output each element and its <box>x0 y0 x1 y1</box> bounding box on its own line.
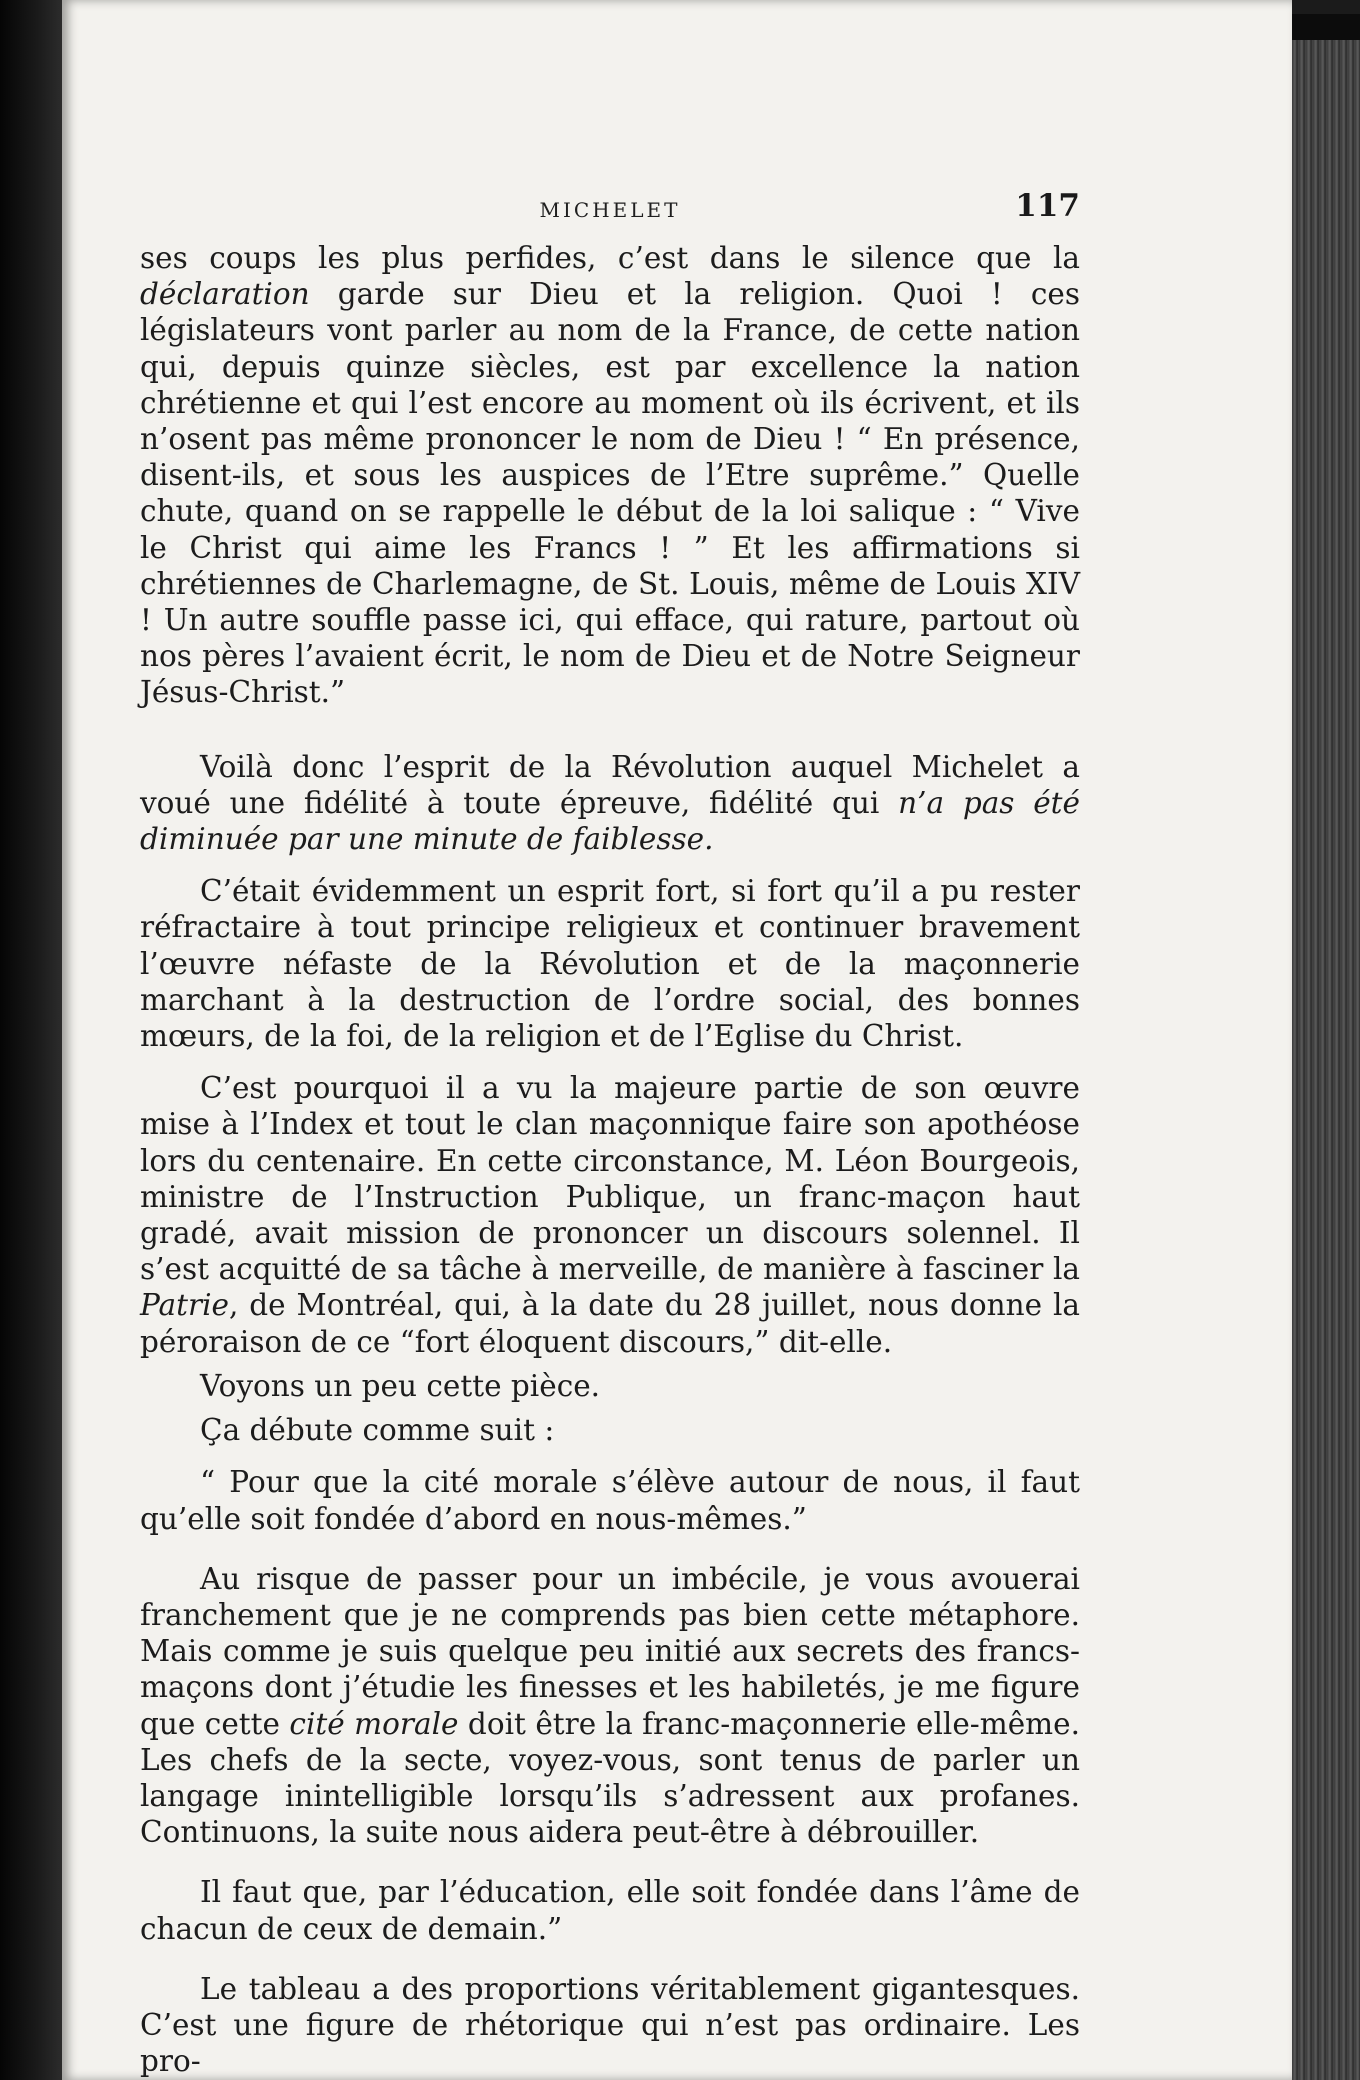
emphasis: n’a pas été diminuée par une minute de faiblesse. <box>140 785 1080 857</box>
emphasis: Patrie <box>140 1288 229 1323</box>
paragraph-10: Le tableau a des proportions véritablement gigantesques. C’est une figure de rhétorique qui n’est pas ordinaire. Les pro- <box>140 1971 1080 2079</box>
paragraph-1: ses coups les plus perfides, c’est dans le silence que la déclaration garde sur Dieu et la religion. Quoi ! ces législateurs vont parler au nom de la France, de cette nation qui, depuis quinze siècles, est par excellence la nation chrétienne et qui l’est encore au moment où ils écrivent, et ils n’osent pas même prononcer le nom de Dieu ! “ En présence, disent-ils, et sous les auspices de l’Etre suprême.” Quelle chute, quand on se rappelle le début de la loi salique : “ Vive le Christ qui aime les Francs ! ” Et les affirmations si chrétiennes de Charlemagne, de St. Louis, même de Louis XIV ! Un autre souffle passe ici, qui efface, qui rature, partout où nos pères l’avaient écrit, le nom de Dieu et de Notre Seigneur Jésus-Christ.” <box>140 241 1080 710</box>
paragraph-2: Voilà donc l’esprit de la Révolution auquel Michelet a voué une fidélité à toute épreuve, fidélité qui n’a pas été diminuée par une minute de faiblesse. <box>140 749 1080 857</box>
running-head: MICHELET <box>539 198 681 222</box>
quotation-2: Il faut que, par l’éducation, elle soit fondée dans l’âme de chacun de ceux de demain.” <box>140 1875 1080 1946</box>
body-text <box>140 240 1080 2079</box>
page-number: 117 <box>1015 188 1080 224</box>
quotation-1: “ Pour que la cité morale s’élève autour de nous, il faut qu’elle soit fondée d’abord en nous-mêmes.” <box>140 1465 1080 1536</box>
page-stack-edges <box>1292 40 1360 2080</box>
book-binding-edge <box>0 0 62 2080</box>
paragraph-4: C’est pourquoi il a vu la majeure partie de son œuvre mise à l’Index et tout le clan maçonnique faire son apothéose lors du centenaire. En cette circonstance, M. Léon Bourgeois, ministre de l’Instruction Publique, un franc-maçon haut gradé, avait mission de prononcer un discours solennel. Il s’est acquitté de sa tâche à merveille, de manière à fasciner la Patrie, de Montréal, qui, à la date du 28 juillet, nous donne la péroraison de ce “fort éloquent discours,” dit-elle. <box>140 1071 1080 1359</box>
paragraph-8: Au risque de passer pour un imbécile, je vous avouerai franchement que je ne comprends pas bien cette métaphore. Mais comme je suis quelque peu initié aux secrets des francs-maçons dont j’étudie les finesses et les habiletés, je me figure que cette cité morale doit être la franc-maçonnerie elle-même. Les chefs de la secte, voyez-vous, sont tenus de parler un langage inintelligible lorsqu’ils s’adressent aux profanes. Continuons, la suite nous aidera peut-être à débrouiller. <box>140 1561 1080 1850</box>
page-header <box>140 188 1080 238</box>
emphasis: cité morale <box>289 1706 459 1741</box>
paragraph-5: Voyons un peu cette pièce. <box>200 1368 601 1403</box>
emphasis: déclaration <box>140 277 310 312</box>
paragraph-6: Ça débute comme suit : <box>200 1413 555 1448</box>
paragraph-3: C’était évidemment un esprit fort, si fort qu’il a pu rester réfractaire à tout principe religieux et continuer bravement l’œuvre néfaste de la Révolution et de la maçonnerie marchant à la destruction de l’ordre social, des bonnes mœurs, de la foi, de la religion et de l’Eglise du Christ. <box>140 874 1080 1054</box>
